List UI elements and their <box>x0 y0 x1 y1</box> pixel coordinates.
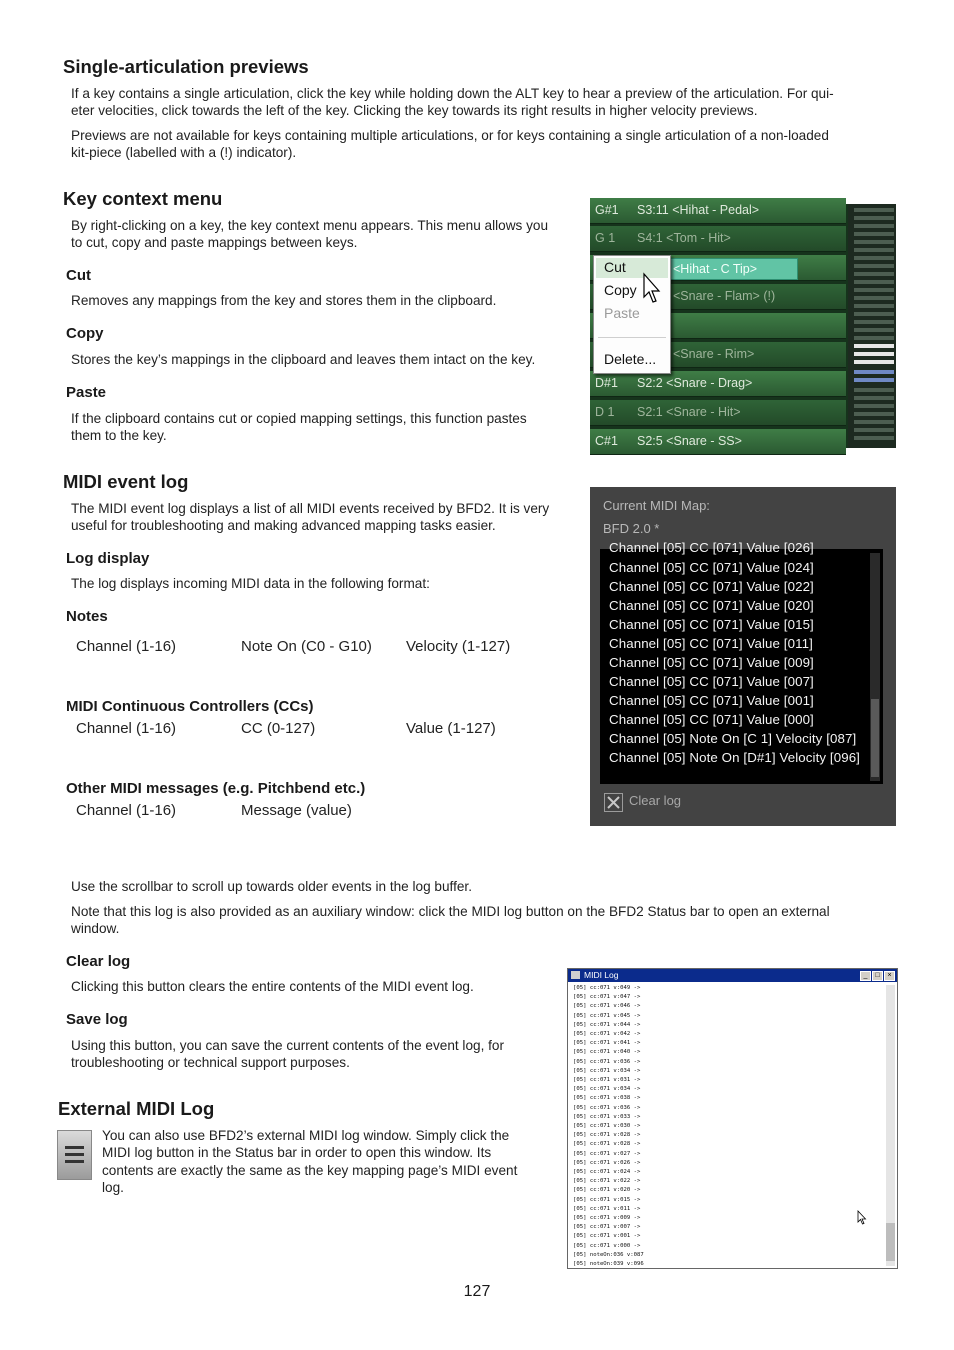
log-line: [05] cc:071 v:034 -> <box>573 1067 641 1074</box>
scrollbar-thumb[interactable] <box>871 699 879 777</box>
log-line: [05] cc:071 v:036 -> <box>573 1058 641 1065</box>
heading-save-log: Save log <box>66 1011 128 1028</box>
log-line: [05] cc:071 v:034 -> <box>573 1086 641 1093</box>
log-line: [05] cc:071 v:026 -> <box>573 1159 641 1166</box>
log-line: [05] cc:071 v:030 -> <box>573 1123 641 1129</box>
midi-event-log-screenshot <box>590 487 896 826</box>
close-icon[interactable]: × <box>884 971 895 981</box>
paragraph-line: Stores the key’s mappings in the clipboard and leaves them intact on the key. <box>71 352 536 367</box>
log-line: Channel [05] CC [071] Value [011] <box>609 636 813 651</box>
log-line: [05] cc:071 v:036 -> <box>573 1104 641 1111</box>
format-field: Value (1-127) <box>406 720 496 737</box>
format-field: Channel (1-16) <box>76 720 177 737</box>
window-title: MIDI Log <box>584 970 619 980</box>
midi-log-button-icon <box>57 1130 92 1180</box>
key-row: <Snare - Flam> (!) <box>590 284 846 310</box>
paragraph-line: Previews are not available for keys containing multiple articulations, or for keys containing a single articulation of a non-loaded <box>71 128 829 143</box>
window-icon <box>571 971 580 979</box>
clear-log-icon[interactable] <box>604 793 623 812</box>
log-line: [05] cc:071 v:009 -> <box>573 1215 641 1221</box>
heading-single-articulation: Single-articulation previews <box>63 56 309 77</box>
keyboard-strip <box>848 204 896 448</box>
log-line: [05] cc:071 v:040 -> <box>573 1049 641 1056</box>
log-line: Channel [05] CC [071] Value [009] <box>609 655 814 670</box>
external-log-list[interactable] <box>571 985 883 1267</box>
paragraph-line: eter velocities, click towards the left of the key. Clicking the key towards its right results in higher velocity previews. <box>71 103 758 118</box>
heading-log-display: Log display <box>66 550 150 567</box>
heading-external-midi-log: External MIDI Log <box>58 1098 215 1119</box>
heading-copy: Copy <box>66 325 104 342</box>
log-line: [05] cc:071 v:001 -> <box>573 1233 641 1240</box>
midi-map-name: BFD 2.0 * <box>603 521 660 536</box>
log-line: [05] cc:071 v:045 -> <box>573 1012 641 1019</box>
log-line: [05] cc:071 v:020 -> <box>573 1187 641 1194</box>
log-line: [05] cc:071 v:046 -> <box>573 1003 641 1010</box>
log-line: Channel [05] CC [071] Value [020] <box>609 598 814 613</box>
paragraph-line: MIDI log button in the Status bar in order to open this window. Its <box>102 1145 492 1160</box>
log-line: Channel [05] CC [071] Value [001] <box>609 693 814 708</box>
log-line: [05] noteOn:039 v:096 <box>573 1261 644 1267</box>
log-line: [05] cc:071 v:041 -> <box>573 1040 641 1047</box>
window-titlebar[interactable] <box>568 969 897 982</box>
log-line: Channel [05] Note On [D#1] Velocity [096] <box>609 750 860 765</box>
key-row: C#1 S2:5 <Snare - SS> <box>590 429 846 455</box>
paragraph-line: Using this button, you can save the current contents of the event log, for <box>71 1038 504 1053</box>
window-scrollbar[interactable] <box>886 985 895 1266</box>
paragraph-line: By right-clicking on a key, the key context menu appears. This menu allows you <box>71 218 549 233</box>
paragraph-line: The MIDI event log displays a list of all MIDI events received by BFD2. It is very <box>71 501 550 516</box>
heading-cut: Cut <box>66 267 91 284</box>
mouse-cursor-icon <box>642 273 662 305</box>
log-line: Channel [05] Note On [C 1] Velocity [087] <box>609 731 857 746</box>
paragraph-line: useful for troubleshooting and making advanced mapping tasks easier. <box>71 518 496 533</box>
midi-log-list[interactable] <box>600 540 883 784</box>
heading-key-context-menu: Key context menu <box>63 188 223 209</box>
log-line: [05] cc:071 v:044 -> <box>573 1021 641 1028</box>
midi-map-label: Current MIDI Map: <box>603 498 710 513</box>
key-row: <Snare - Rim> <box>590 342 846 368</box>
mouse-cursor-icon <box>857 1210 868 1226</box>
log-line: Channel [05] CC [071] Value [022] <box>609 579 814 594</box>
page-number: 127 <box>463 1283 491 1300</box>
key-row: G#1 S3:11 <Hihat - Pedal> <box>590 198 846 224</box>
key-context-menu-screenshot <box>590 204 896 448</box>
paragraph-line: Use the scrollbar to scroll up towards older events in the log buffer. <box>71 879 472 894</box>
log-line: [05] cc:071 v:047 -> <box>573 994 641 1001</box>
log-line: [05] cc:071 v:049 -> <box>573 985 641 991</box>
key-row: G 1 S4:1 <Tom - Hit> <box>590 226 846 252</box>
log-line: Channel [05] CC [071] Value [024] <box>609 560 814 575</box>
selected-key-label: <Hihat - C Tip> <box>670 258 798 280</box>
paragraph-line: The log displays incoming MIDI data in the following format: <box>71 576 430 591</box>
maximize-icon[interactable]: □ <box>872 971 883 981</box>
menu-item-cut[interactable]: Cut <box>604 259 626 275</box>
paragraph-line: troubleshooting or technical support purposes. <box>71 1055 350 1070</box>
minimize-icon[interactable]: _ <box>860 971 871 981</box>
menu-item-paste[interactable]: Paste <box>604 305 640 321</box>
heading-notes: Notes <box>66 608 108 625</box>
log-line: Channel [05] CC [071] Value [007] <box>609 674 814 689</box>
paragraph-line: kit-piece (labelled with a (!) indicator). <box>71 145 297 160</box>
paragraph-line: them to the key. <box>71 428 167 443</box>
log-line: [05] cc:071 v:028 -> <box>573 1132 641 1139</box>
paragraph-line: to cut, copy and paste mappings between keys. <box>71 235 358 250</box>
external-midi-log-window <box>567 968 898 1269</box>
log-line: [05] cc:071 v:033 -> <box>573 1113 641 1120</box>
log-line: [05] cc:071 v:038 -> <box>573 1095 641 1102</box>
key-row: D#1 S2:2 <Snare - Drag> <box>590 371 846 397</box>
log-line: [05] cc:071 v:031 -> <box>573 1077 641 1083</box>
paragraph-line: Note that this log is also provided as an auxiliary window: click the MIDI log button on the BFD2 Status bar to open an external <box>71 904 830 919</box>
paragraph-line: window. <box>71 921 120 936</box>
format-field: Channel (1-16) <box>76 802 177 819</box>
log-line: [05] cc:071 v:024 -> <box>573 1169 641 1175</box>
paragraph-line: You can also use BFD2’s external MIDI log window. Simply click the <box>102 1128 510 1143</box>
log-line: [05] cc:071 v:042 -> <box>573 1031 641 1037</box>
log-line: [05] cc:071 v:011 -> <box>573 1205 641 1212</box>
heading-midi-event-log: MIDI event log <box>63 471 189 492</box>
log-line: [05] cc:071 v:007 -> <box>573 1224 641 1231</box>
log-line: [05] cc:071 v:022 -> <box>573 1178 641 1185</box>
menu-item-delete[interactable]: Delete... <box>604 351 657 367</box>
format-field: Message (value) <box>241 802 352 819</box>
log-line: Channel [05] CC [071] Value [026] <box>609 540 814 555</box>
log-line: Channel [05] CC [071] Value [015] <box>609 617 814 632</box>
clear-log-button[interactable]: Clear log <box>629 793 682 808</box>
paragraph-line: Clicking this button clears the entire contents of the MIDI event log. <box>71 979 474 994</box>
log-line: [05] noteOn:036 v:087 <box>573 1251 644 1258</box>
paragraph-line: If a key contains a single articulation, click the key while holding down the ALT key to hear a preview of the articulation. For qui- <box>71 86 834 101</box>
menu-separator <box>598 337 666 338</box>
log-line: [05] cc:071 v:000 -> <box>573 1242 641 1249</box>
log-line: [05] cc:071 v:015 -> <box>573 1196 641 1203</box>
heading-other-midi: Other MIDI messages (e.g. Pitchbend etc.) <box>66 780 366 797</box>
format-field: Channel (1-16) <box>76 638 177 655</box>
format-field: Velocity (1-127) <box>406 638 511 655</box>
heading-paste: Paste <box>66 384 107 401</box>
paragraph-line: log. <box>102 1180 124 1195</box>
log-line: [05] cc:071 v:027 -> <box>573 1150 641 1157</box>
menu-item-copy[interactable]: Copy <box>604 282 637 298</box>
paragraph-line: Removes any mappings from the key and stores them in the clipboard. <box>71 293 497 308</box>
heading-clear-log: Clear log <box>66 953 131 970</box>
log-scrollbar[interactable] <box>870 553 880 781</box>
heading-midi-ccs: MIDI Continuous Controllers (CCs) <box>66 698 314 715</box>
paragraph-line: If the clipboard contains cut or copied mapping settings, this function pastes <box>71 411 527 426</box>
paragraph-line: contents are exactly the same as the key mapping page’s MIDI event <box>102 1163 518 1178</box>
key-row: D 1 S2:1 <Snare - Hit> <box>590 400 846 426</box>
format-field: Note On (C0 - G10) <box>241 638 372 655</box>
log-line: Channel [05] CC [071] Value [000] <box>609 712 814 727</box>
log-line: [05] cc:071 v:028 -> <box>573 1141 641 1148</box>
scrollbar-thumb[interactable] <box>886 1223 895 1261</box>
format-field: CC (0-127) <box>241 720 316 737</box>
